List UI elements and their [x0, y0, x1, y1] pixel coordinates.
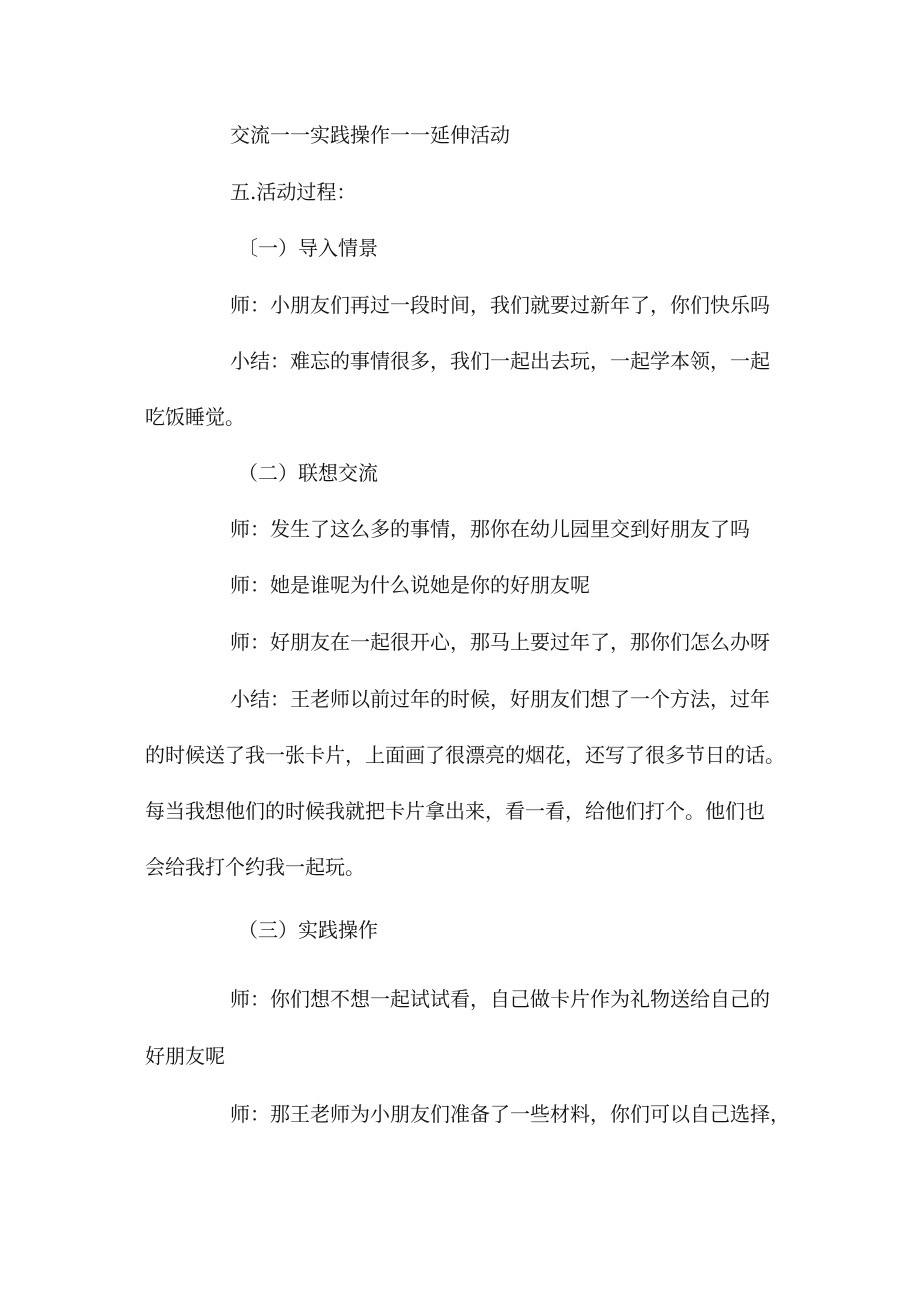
subheading-two: （二）联想交流 — [238, 461, 378, 485]
paragraph-line: 师：小朋友们再过一段时间，我们就要过新年了，你们快乐吗 — [230, 293, 770, 317]
paragraph-line: 师：发生了这么多的事情，那你在幼儿园里交到好朋友了吗 — [230, 517, 750, 541]
paragraph-line: 会给我打个约我一起玩。 — [145, 855, 365, 879]
paragraph-line: 师：你们想不想一起试试看，自己做卡片作为礼物送给自己的 — [230, 987, 770, 1011]
paragraph-line: 的时候送了我一张卡片，上面画了很漂亮的烟花，还写了很多节日的话。 — [145, 743, 785, 767]
section-heading-five: 五.活动过程： — [230, 180, 357, 204]
paragraph-line: 吃饭睡觉。 — [145, 405, 245, 429]
paragraph-line: 师：好朋友在一起很开心，那马上要过年了，那你们怎么办呀 — [230, 630, 770, 654]
paragraph-line: 师：那王老师为小朋友们准备了一些材料，你们可以自己选择， — [230, 1102, 790, 1126]
paragraph-line: 师：她是谁呢为什么说她是你的好朋友呢 — [230, 573, 590, 597]
process-outline: 交流一一实践操作一一延伸活动 — [230, 123, 510, 147]
paragraph-line: 小结：难忘的事情很多，我们一起出去玩，一起学本领，一起 — [230, 349, 770, 373]
paragraph-line: 每当我想他们的时候我就把卡片拿出来，看一看，给他们打个。他们也 — [145, 799, 765, 823]
subheading-three: （三）实践操作 — [238, 918, 378, 942]
subheading-one: 〔一）导入情景 — [238, 236, 378, 260]
paragraph-line: 小结：王老师以前过年的时候，好朋友们想了一个方法，过年 — [230, 687, 770, 711]
paragraph-line: 好朋友呢 — [145, 1044, 225, 1068]
